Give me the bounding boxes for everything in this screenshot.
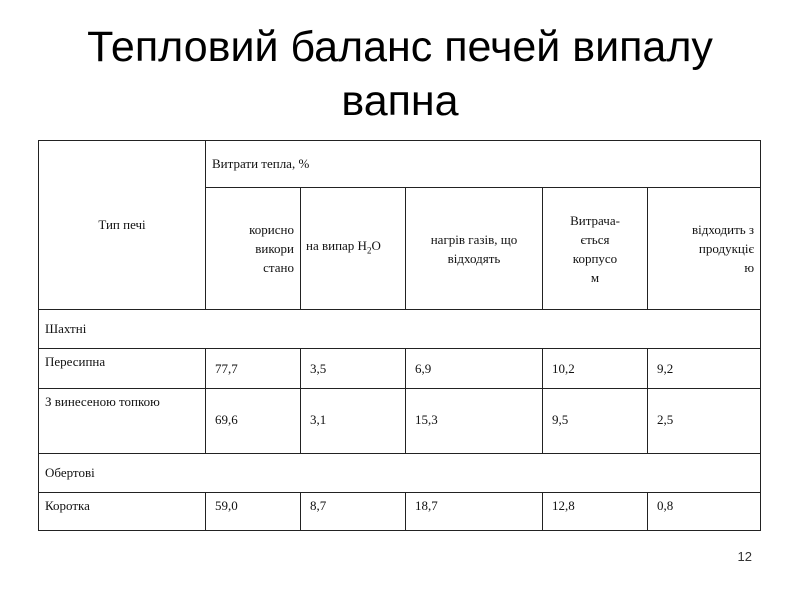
slide-title-line-1: Тепловий баланс печей випалу <box>87 23 713 71</box>
table-row <box>39 389 761 454</box>
table-row <box>39 349 761 389</box>
header-evaporation <box>301 188 406 310</box>
table-row <box>39 493 761 531</box>
row-name: З винесеною топкою <box>39 389 206 454</box>
cell-value: 6,9 <box>406 349 543 389</box>
cell-value: 12,8 <box>543 493 648 531</box>
header-heat-losses: Витрати тепла, % <box>206 141 761 188</box>
cell-value: 77,7 <box>206 349 301 389</box>
cell-value: 9,5 <box>543 389 648 454</box>
cell-value: 18,7 <box>406 493 543 531</box>
row-name: Пересипна <box>39 349 206 389</box>
cell-value: 15,3 <box>406 389 543 454</box>
row-name: Коротка <box>39 493 206 531</box>
header-product-loss <box>648 188 761 310</box>
page-number: 12 <box>737 549 752 564</box>
cell-value: 69,6 <box>206 389 301 454</box>
header-product-loss-line-1: відходить з <box>692 222 755 237</box>
header-useful-line-1: корисно <box>249 222 294 237</box>
header-body-loss-line-1: Витрача- <box>570 212 620 228</box>
cell-value: 9,2 <box>648 349 761 389</box>
header-body-loss-line-4: м <box>590 269 600 285</box>
section-row <box>39 310 761 349</box>
cell-value: 59,0 <box>206 493 301 531</box>
header-evaporation-suffix: О <box>371 238 381 254</box>
heat-balance-table <box>38 140 761 531</box>
slide-title-line-2: вапна <box>341 77 459 125</box>
header-body-loss-line-2: ється <box>580 231 610 247</box>
header-useful-line-2: викори <box>255 241 294 256</box>
header-useful <box>206 188 301 310</box>
cell-value: 0,8 <box>648 493 761 531</box>
section-label-rotary: Обертові <box>39 454 761 493</box>
header-exhaust-gases-line-1: нагрів газів, що <box>430 231 518 247</box>
header-furnace-type: Тип печі <box>39 141 206 310</box>
cell-value: 2,5 <box>648 389 761 454</box>
cell-value: 10,2 <box>543 349 648 389</box>
cell-value: 3,1 <box>301 389 406 454</box>
header-body-loss-line-3: корпусо <box>572 250 618 266</box>
header-evaporation-subscript: 2 <box>366 245 372 256</box>
header-body-loss <box>543 188 648 310</box>
header-useful-line-3: стано <box>263 260 294 275</box>
cell-value: 8,7 <box>301 493 406 531</box>
header-exhaust-gases-line-2: відходять <box>447 250 501 266</box>
header-exhaust-gases <box>406 188 543 310</box>
header-product-loss-line-2: продукціє <box>698 241 755 256</box>
section-label-shaft: Шахтні <box>39 310 761 349</box>
header-row-group <box>39 141 761 188</box>
header-evaporation-prefix: на випар Н <box>306 238 367 254</box>
cell-value: 3,5 <box>301 349 406 389</box>
section-row <box>39 454 761 493</box>
slide-title <box>0 20 800 128</box>
header-product-loss-line-3: ю <box>744 260 755 275</box>
